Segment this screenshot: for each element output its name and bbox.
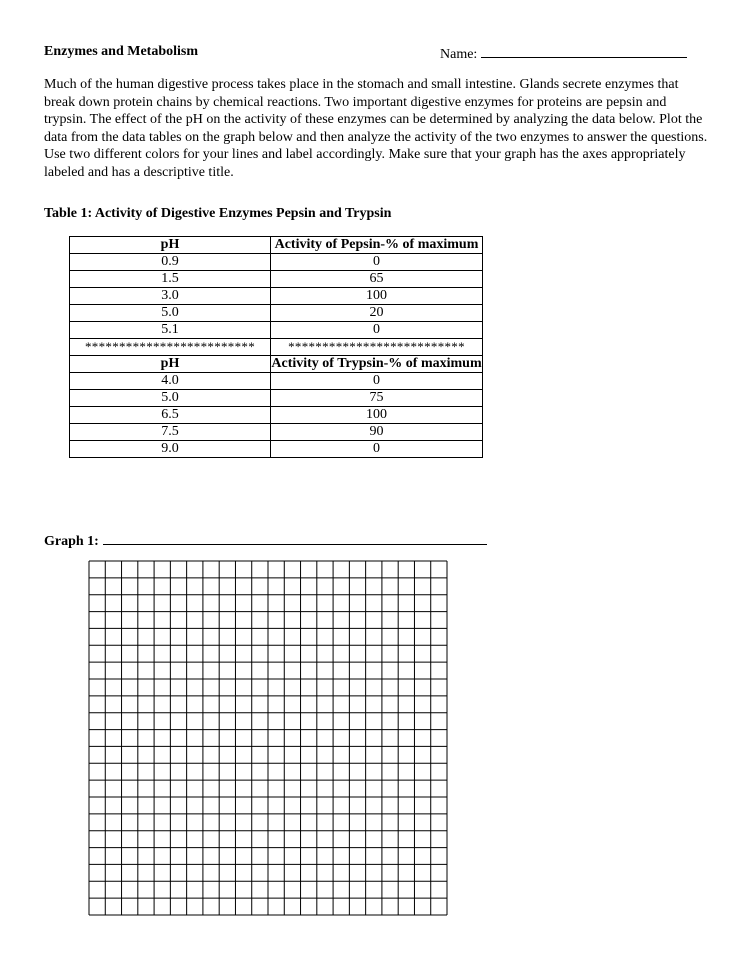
separator-left: ************************* — [70, 339, 271, 356]
trypsin-data-row — [70, 390, 483, 407]
activity-cell: 100 — [271, 288, 483, 305]
enzyme-data-table — [69, 236, 483, 458]
ph-cell: 9.0 — [70, 441, 271, 458]
pepsin-activity-header: Activity of Pepsin-% of maximum — [271, 237, 483, 254]
ph-cell: 5.0 — [70, 305, 271, 322]
graph-title-field[interactable] — [44, 531, 487, 550]
pepsin-data-row — [70, 305, 483, 322]
activity-cell: 100 — [271, 407, 483, 424]
trypsin-data-row — [70, 407, 483, 424]
ph-cell: 5.1 — [70, 322, 271, 339]
name-label: Name: — [440, 47, 478, 62]
pepsin-data-row — [70, 254, 483, 271]
pepsin-header-row — [70, 237, 483, 254]
activity-cell: 0 — [271, 373, 483, 390]
table-separator-row — [70, 339, 483, 356]
graph-grid[interactable] — [88, 560, 448, 916]
trypsin-data-row — [70, 373, 483, 390]
graph-label: Graph 1: — [44, 534, 99, 549]
ph-cell: 1.5 — [70, 271, 271, 288]
activity-cell: 0 — [271, 322, 483, 339]
activity-cell: 90 — [271, 424, 483, 441]
graph-title-blank-line[interactable] — [103, 531, 487, 545]
activity-cell: 20 — [271, 305, 483, 322]
separator-right: ************************** — [271, 339, 483, 356]
trypsin-activity-header: Activity of Trypsin-% of maximum — [271, 356, 482, 371]
activity-cell: 65 — [271, 271, 483, 288]
ph-cell: 5.0 — [70, 390, 271, 407]
ph-cell: 0.9 — [70, 254, 271, 271]
trypsin-header-row — [70, 356, 483, 373]
trypsin-data-row — [70, 424, 483, 441]
trypsin-data-row — [70, 441, 483, 458]
document-title: Enzymes and Metabolism — [44, 44, 198, 59]
intro-paragraph: Much of the human digestive process takes place in the stomach and small intestine. Glands secrete enzymes that break down protein chains by chemical reactions. Two important digestive enzymes for proteins are pepsin and trypsin. The effect of the pH on the activity of these enzymes can be determined by analyzing the data below. Plot the data from the data tables on the graph below and then analyze the activity of the two enzymes to answer the questions. Use two different colors for your lines and label accordingly. Make sure that your graph has the axes appropriately labeled and has a descriptive title. — [44, 77, 708, 180]
name-field[interactable] — [440, 44, 687, 63]
ph-cell: 7.5 — [70, 424, 271, 441]
pepsin-data-row — [70, 288, 483, 305]
table-caption: Table 1: Activity of Digestive Enzymes Pepsin and Trypsin — [44, 206, 392, 221]
ph-cell: 6.5 — [70, 407, 271, 424]
pepsin-data-row — [70, 271, 483, 288]
ph-cell: 4.0 — [70, 373, 271, 390]
activity-cell: 0 — [271, 254, 483, 271]
trypsin-ph-header: pH — [70, 356, 271, 373]
activity-cell: 75 — [271, 390, 483, 407]
activity-cell: 0 — [271, 441, 483, 458]
pepsin-ph-header: pH — [70, 237, 271, 254]
pepsin-data-row — [70, 322, 483, 339]
name-blank-line[interactable] — [481, 44, 687, 58]
ph-cell: 3.0 — [70, 288, 271, 305]
